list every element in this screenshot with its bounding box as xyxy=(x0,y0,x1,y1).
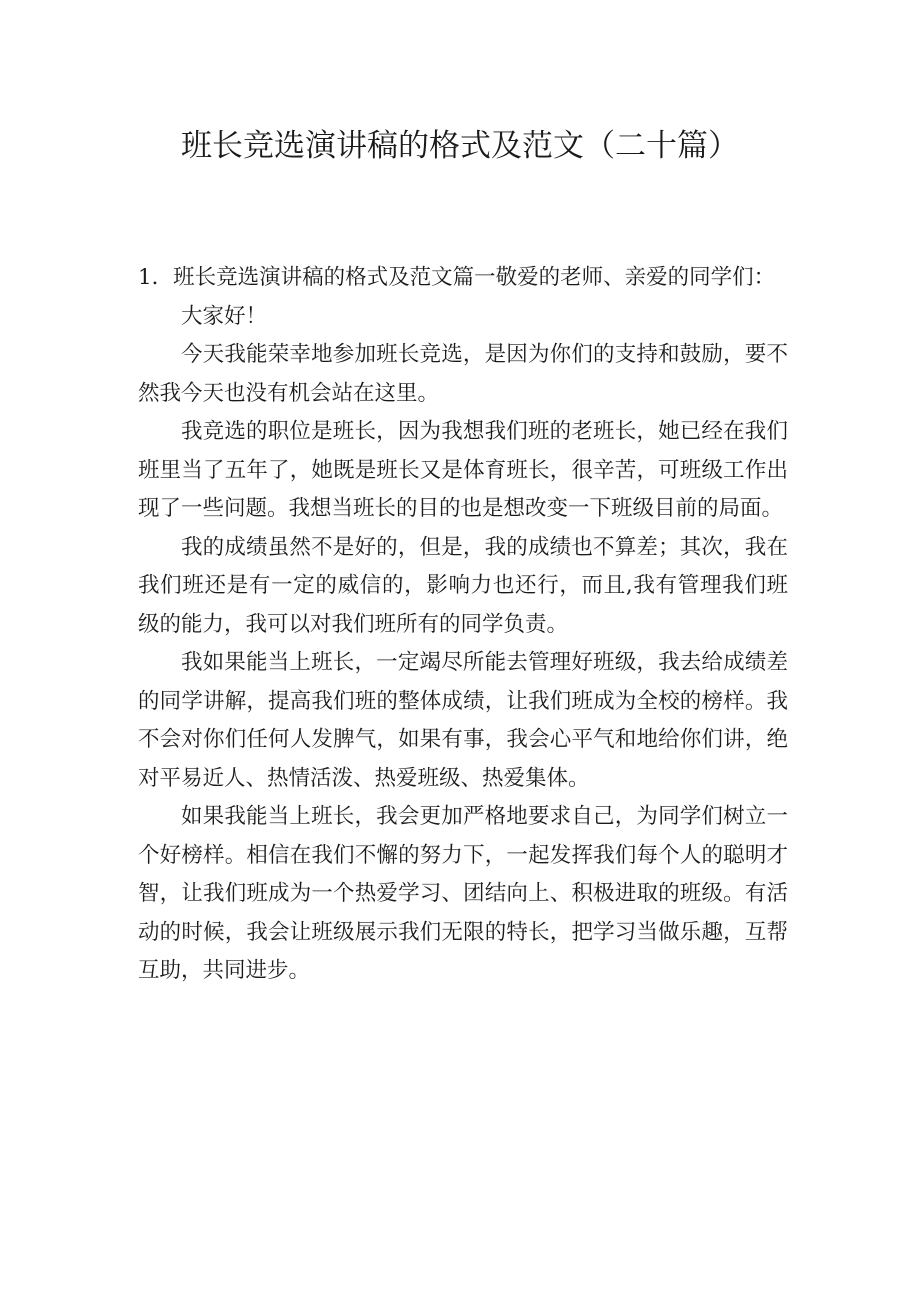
paragraph: 我如果能当上班长，一定竭尽所能去管理好班级，我去给成绩差的同学讲解，提高我们班的整体成绩，让我们班成为全校的榜样。我不会对你们任何人发脾气，如果有事，我会心平气和地给你们讲，绝对平易近人、热情活泼、热爱班级、热爱集体。 xyxy=(138,650,788,791)
paragraph: 大家好！ xyxy=(181,303,268,329)
paragraph: 如果我能当上班长，我会更加严格地要求自己，为同学们树立一个好榜样。相信在我们不懈的努力下，一起发挥我们每个人的聪明才智，让我们班成为一个热爱学习、团结向上、积极进取的班级。有活动的时候，我会让班级展示我们无限的特长，把学习当做乐趣，互帮互助，共同进步。 xyxy=(138,804,788,983)
paragraph: 我竞选的职位是班长，因为我想我们班的老班长，她已经在我们班里当了五年了，她既是班长又是体育班长，很辛苦，可班级工作出现了一些问题。我想当班长的目的也是想改变一下班级目前的局面。 xyxy=(138,419,788,521)
paragraph: 我的成绩虽然不是好的，但是，我的成绩也不算差；其次，我在我们班还是有一定的威信的，影响力也还行，而且,我有管理我们班级的能力，我可以对我们班所有的同学负责。 xyxy=(138,534,788,637)
page-title: 班长竞选演讲稿的格式及范文（二十篇） xyxy=(181,128,739,164)
paragraph: 今天我能荣幸地参加班长竞选，是因为你们的支持和鼓励，要不然我今天也没有机会站在这里。 xyxy=(138,342,788,406)
section-heading: 1．班长竞选演讲稿的格式及范文篇一敬爱的老师、亲爱的同学们： xyxy=(138,265,776,290)
document-body xyxy=(138,259,788,991)
